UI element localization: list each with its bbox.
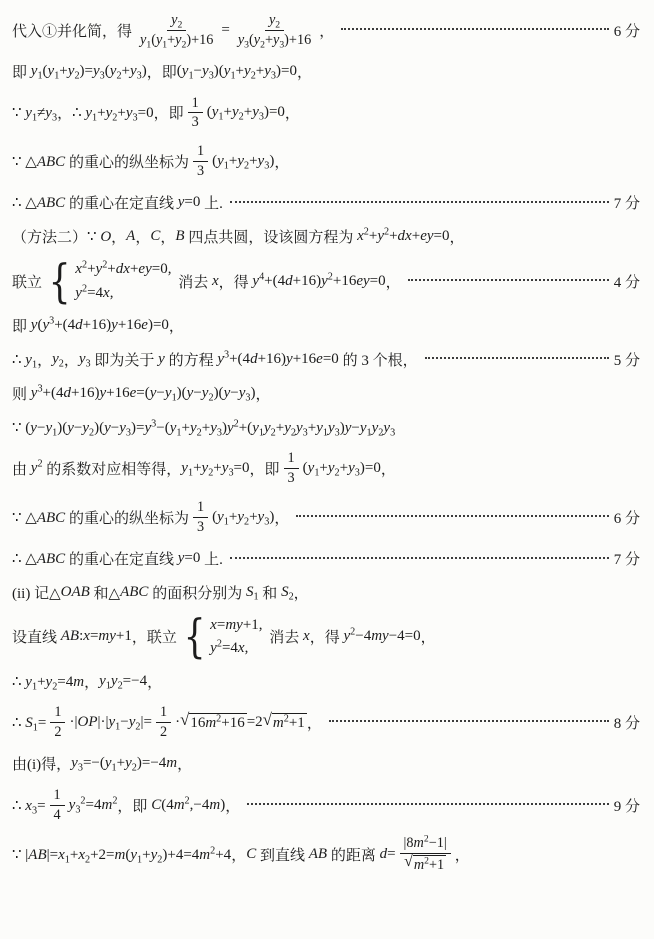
- text-run: 上.: [200, 552, 223, 569]
- radicand: $16m^2+16$: [190, 713, 245, 731]
- score-label: 5 分: [613, 352, 640, 369]
- fraction-denominator: 4: [53, 806, 61, 823]
- math-run: $y_3^2=4m^2$: [68, 794, 118, 816]
- math-run: ∴ $y_1+y_2+y_3=0$: [72, 105, 154, 124]
- dotted-leader: [230, 201, 609, 203]
- text-run: ，: [37, 352, 53, 369]
- equation-system-row: $y^2=4x$,: [75, 283, 114, 301]
- text-run: 和: [258, 586, 282, 603]
- math-run: ABC: [120, 584, 149, 601]
- dotted-leader: [408, 279, 609, 281]
- text-run: 代入①并化简，得: [12, 23, 133, 40]
- math-run: AB: [308, 846, 328, 863]
- dotted-leader: [296, 515, 608, 517]
- math-run: x: [303, 628, 310, 645]
- text-run: 消去: [265, 630, 304, 647]
- text-run: 到直线: [256, 848, 309, 865]
- solution-line: [12, 382, 640, 404]
- text-run: 的 3 个根，: [338, 352, 418, 369]
- radical-sign-icon: √: [262, 709, 272, 729]
- solution-line: [12, 61, 640, 83]
- math-run: $y^2-4my-4=0$: [343, 626, 421, 645]
- text-run: ，: [296, 65, 312, 82]
- text-run: 上.: [200, 196, 223, 213]
- text-run: ，得: [218, 274, 253, 291]
- math-run: ∴ △ABC: [12, 195, 66, 212]
- text-run: ，即: [249, 462, 280, 479]
- math-run: d=: [379, 846, 396, 863]
- text-run: ，即: [153, 106, 184, 123]
- math-run: $(y_1-y_3)(y_1+y_2+y_3)=0$: [176, 63, 297, 82]
- fraction: [193, 143, 208, 180]
- text-run: ，: [306, 715, 322, 732]
- text-run: ，: [57, 106, 73, 123]
- fraction-numerator: 1: [188, 95, 203, 114]
- math-run: $S_1$: [245, 584, 259, 603]
- equation-system-row: $y^2=4x$,: [210, 638, 249, 657]
- fraction: [234, 12, 315, 49]
- fraction-numerator: 1: [50, 787, 65, 806]
- math-run: =: [221, 21, 230, 38]
- math-run: C: [246, 846, 257, 863]
- score-label: 6 分: [613, 510, 640, 527]
- solution-line: [12, 835, 640, 874]
- math-run: $y_1+y_2+y_3=0$: [181, 460, 250, 479]
- radical-sign-icon: √: [180, 709, 190, 729]
- radicand: $m^2+1$: [272, 713, 305, 731]
- text-run: ，: [284, 106, 300, 123]
- fraction-denominator: 3: [287, 470, 295, 487]
- equation-system: [45, 253, 172, 308]
- math-run: y: [158, 350, 165, 367]
- math-run: $y_2$: [52, 350, 64, 370]
- text-run: 即为关于: [90, 352, 159, 369]
- text-run: 设直线: [12, 630, 61, 647]
- fraction: [136, 12, 217, 49]
- math-run: ∵ $(y-y_1)(y-y_2)(y-y_3)=y^3-(y_1+y_2+y_3)y^2+(y_1y_2+y_2y_3+y_1y_3)y-y_1y_2y_3$: [12, 418, 396, 439]
- left-brace-icon: {: [48, 253, 71, 308]
- math-run: $y^4+(4d+16)y^2+16ey=0$: [252, 271, 386, 289]
- fraction-numerator: 1: [193, 499, 208, 518]
- math-run: x: [211, 272, 219, 289]
- text-run: ，: [293, 586, 309, 603]
- score-label: 7 分: [613, 552, 640, 569]
- text-run: 的重心的纵坐标为: [65, 510, 189, 527]
- fraction: [156, 704, 171, 741]
- math-run: $S_2$: [281, 584, 294, 603]
- equation-system-row: $x^2+y^2+dx+ey=0$,: [75, 259, 172, 277]
- math-run: ∵ O: [87, 229, 112, 246]
- solution-line: [12, 787, 640, 824]
- text-run: ，: [63, 352, 79, 369]
- text-run: ，: [135, 230, 151, 247]
- fraction-denominator: 2: [159, 723, 168, 740]
- math-run: ∴ $S_1=$: [12, 714, 47, 734]
- text-run: 消去: [174, 274, 212, 291]
- text-run: ，: [454, 848, 470, 865]
- equation-system-row: x=my+1,: [210, 616, 263, 633]
- score-label: 6 分: [613, 23, 640, 40]
- fraction-denominator: 3: [196, 163, 205, 180]
- text-run: 的系数对应相等得，: [42, 462, 182, 479]
- solution-line: [12, 226, 640, 248]
- equation-system: [180, 609, 263, 664]
- text-run: ，联立: [131, 630, 177, 647]
- text-run: (ii) 记△: [12, 586, 61, 603]
- fraction-numerator: 1: [284, 450, 299, 469]
- radical-expression: [404, 855, 446, 874]
- math-run: $x^2+y^2+dx+ey=0$: [357, 226, 450, 245]
- math-run: ∵ $y_1\ne y_3$: [12, 105, 58, 124]
- solution-line: [12, 670, 640, 692]
- math-run: $(y_1+y_2+y_3)=0$: [206, 104, 285, 123]
- math-run: ∵ $|AB|=x_1+x_2+2=m(y_1+y_2)+4=4m^2+4$: [12, 845, 232, 866]
- text-run: ，: [147, 674, 163, 691]
- text-run: ，: [274, 510, 290, 527]
- solution-line: [12, 143, 640, 180]
- equation-system-rows: [75, 260, 171, 303]
- text-run: ，: [177, 757, 193, 774]
- text-run: ，: [274, 155, 290, 172]
- text-run: 四点共圆，设该圆方程为: [184, 230, 358, 247]
- math-run: y=0: [177, 194, 201, 211]
- fraction-denominator: [400, 854, 450, 874]
- text-run: 的面积分别为: [148, 586, 246, 603]
- score-label: 4 分: [613, 274, 640, 291]
- math-run: $y^2$: [30, 458, 43, 477]
- text-run: ，: [111, 230, 127, 247]
- text-run: ，即: [117, 798, 152, 815]
- math-run: $y^3+(4d+16)y+16e=0$: [217, 349, 339, 367]
- text-run: 的重心的纵坐标为: [65, 155, 189, 172]
- text-run: （方法二）: [12, 230, 88, 247]
- text-run: ，即: [146, 65, 177, 82]
- text-run: 即: [12, 65, 31, 82]
- math-run: $y_1y_2=-4$: [99, 672, 148, 692]
- text-run: ，: [84, 674, 100, 691]
- math-run: $y^3+(4d+16)y+16e=(y-y_1)(y-y_2)(y-y_3)$: [30, 383, 256, 404]
- math-run: $y_3=-(y_1+y_2)=-4m$: [71, 755, 178, 774]
- fraction-denominator: $y_3(y_2+y_3)+16$: [237, 31, 312, 51]
- solution-line: [12, 95, 640, 132]
- fraction-numerator: $y_2$: [265, 12, 284, 31]
- math-run: C: [150, 228, 161, 245]
- dotted-leader: [341, 28, 609, 30]
- dotted-leader: [230, 557, 609, 559]
- dotted-leader: [247, 803, 609, 805]
- math-run: ∵ △ABC: [12, 509, 66, 526]
- fraction-denominator: 3: [196, 518, 205, 535]
- text-run: 的方程: [164, 352, 218, 369]
- fraction: [50, 787, 65, 824]
- score-label: 8 分: [613, 715, 640, 732]
- text-run: 和△: [89, 586, 121, 603]
- text-run: ，: [160, 230, 176, 247]
- text-run: ，: [168, 318, 184, 335]
- text-run: 的重心在定直线: [65, 196, 178, 213]
- math-run: $y_1(y_1+y_2)=y_3(y_2+y_3)$: [30, 63, 147, 82]
- text-run: 由(i)得，: [12, 757, 72, 774]
- fraction-denominator: 3: [191, 114, 199, 131]
- solution-line: [12, 548, 640, 570]
- math-run: ∴ $x_3=$: [12, 797, 46, 817]
- fraction-numerator: $|8m^2-1|$: [400, 835, 451, 854]
- math-run: $y(y^3+(4d+16)y+16e)=0$: [30, 315, 169, 333]
- dotted-leader: [329, 720, 609, 722]
- solution-line: [12, 12, 640, 49]
- math-run: A: [126, 228, 136, 245]
- fraction-denominator: 2: [54, 723, 62, 740]
- math-run: ∴ $y_1+y_2=4m$: [12, 673, 85, 693]
- fraction: [188, 95, 203, 132]
- equation-system-rows: [210, 616, 262, 659]
- solution-line: [12, 348, 640, 370]
- left-brace-icon: {: [183, 609, 206, 664]
- solution-line: [12, 192, 640, 214]
- math-run: $C(4m^2,-4m)$: [151, 794, 226, 813]
- fraction-numerator: $y_2$: [167, 12, 186, 31]
- fraction: [193, 499, 208, 536]
- math-run: $(y_1+y_2+y_3)$: [212, 508, 275, 528]
- math-run: ∵ △ABC: [12, 154, 66, 171]
- solution-line: [12, 253, 640, 308]
- math-run: ∴ $y_1$: [12, 351, 38, 371]
- text-run: 的重心在定直线: [65, 552, 178, 569]
- math-run: y=0: [177, 550, 201, 567]
- fraction-numerator: 1: [156, 704, 171, 723]
- math-run: $y_3$: [78, 350, 91, 370]
- math-run: $\cdot|OP|\cdot|y_1-y_2|=$: [69, 713, 152, 733]
- score-label: 7 分: [613, 196, 640, 213]
- fraction: [400, 835, 451, 874]
- solution-line: [12, 704, 640, 741]
- dotted-leader: [425, 357, 609, 359]
- text-run: ，: [385, 274, 401, 291]
- text-run: ，: [319, 23, 335, 40]
- text-run: ，: [380, 462, 396, 479]
- fraction-numerator: 1: [50, 704, 65, 723]
- radicand: $m^2+1$: [413, 855, 445, 874]
- text-run: ，: [449, 230, 465, 247]
- solution-line: [12, 450, 640, 487]
- math-run: · √ $16m^2+16$ =2 √ $m^2+1$: [175, 709, 305, 731]
- text-run: 由: [12, 462, 31, 479]
- text-run: ，得: [309, 630, 344, 647]
- fraction: [50, 704, 65, 741]
- radical-sign-icon: √: [404, 853, 413, 871]
- score-label: 9 分: [613, 798, 640, 815]
- text-run: 联立: [12, 274, 43, 291]
- solution-line: [12, 753, 640, 775]
- fraction: [284, 450, 299, 487]
- math-run: B: [175, 228, 185, 245]
- text-run: ，: [225, 798, 241, 815]
- math-run: AB:x=my+1: [60, 628, 132, 645]
- solution-line: [12, 499, 640, 536]
- math-run: $(y_1+y_2+y_3)=0$: [302, 460, 381, 479]
- fraction-denominator: $y_1(y_1+y_2)+16$: [140, 31, 214, 51]
- solution-line: [12, 416, 640, 438]
- solution-line: [12, 314, 640, 336]
- text-run: 则: [12, 386, 31, 403]
- radical-expression: [262, 709, 307, 732]
- solution-line: [12, 609, 640, 664]
- text-run: 的距离: [327, 848, 380, 865]
- text-run: ，: [420, 630, 436, 647]
- solution-line: [12, 582, 640, 604]
- fraction-numerator: 1: [193, 143, 208, 162]
- math-run: OAB: [60, 584, 90, 601]
- text-run: ，: [255, 386, 271, 403]
- text-run: 即: [12, 318, 31, 335]
- math-run: $(y_1+y_2+y_3)$: [212, 153, 275, 172]
- math-run: ∴ △ABC: [12, 551, 66, 568]
- text-run: ，: [231, 848, 247, 865]
